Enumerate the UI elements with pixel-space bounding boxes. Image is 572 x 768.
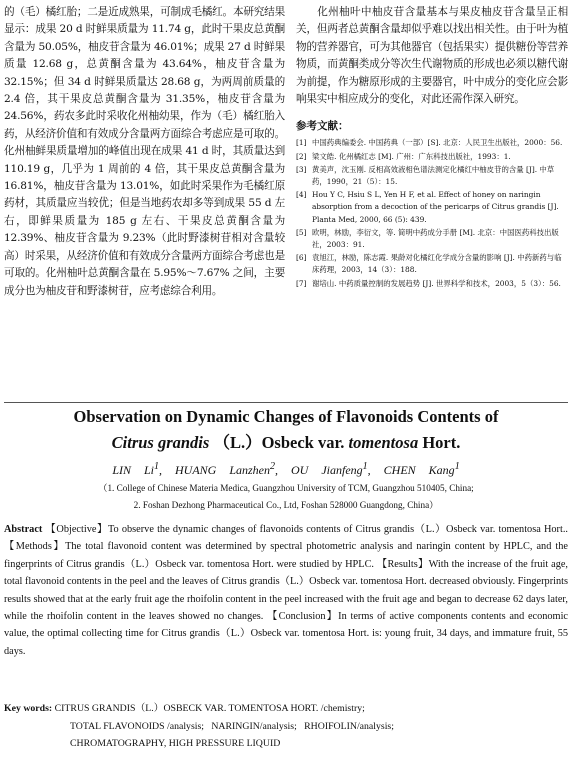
right-body-text: 化州柚叶中柚皮苷含量基本与果皮柚皮苷含量呈正相关，但两者总黄酮含量却似乎难以找出相关性。由于叶为植物的营养器官，可为其他器官（包括果实）提供糖份等营养物质，而黄酮类成分等次生代谢物质的形成也必须以糖代谢为前提，作为糖原形成的主要器官，叶中成分的变化应会影响果实中相应成分的变化，对此还需作深入研究。 [296, 6, 568, 106]
reference-item [296, 227, 568, 251]
affiliation-2: 2. Foshan Dezhong Pharmaceutical Co., Ltd, Foshan 528000 Guangdong, China） [133, 500, 439, 510]
keywords [4, 700, 568, 753]
references-heading: 参考文献： [296, 120, 349, 133]
title-line-2 [0, 430, 572, 456]
reference-text: 袁旭江，林励，陈志霞. 果龄对化橘红化学成分含量的影响 [J]. 中药新药与临床药理，2003，14（3）：188. [312, 253, 562, 275]
references-list [296, 137, 568, 289]
author: LIN Li$^1$, [112, 461, 162, 477]
left-body-text: 的（毛）橘红胎；二是近成熟果，可制成毛橘红。本研究结果显示：成果 20 d 时鲜果质量为 11.74 g，此时干果皮总黄酮含量为 50.05%，柚皮苷含量为 46.01%；成果 27 d 时鲜果质量 12.68 g，总黄酮含量为 43.64%，柚皮苷含量为 32.15%；但 34 d 时鲜果质量达 28.68 g，为两周前质量的 2.4 倍，其干果皮总黄酮含量为 31.35%，柚皮苷含量为 24.56%，药农多此时采收化州柚幼果，作为（毛）橘红胎入药，从经济价值和有效成分含量两方面综合考虑应是可取的。化州柚鲜果质量增加的峰值出现在成果 41 d 时，其质量达到 110.19 g，几乎为 1 周前的 4 倍，其干果皮总黄酮含量为 16.81%，柚皮苷含量为 13.01%，如此时采果作为毛橘红原药材，其质量应当较优；但是当地药农却多等到成果 55 d 左右，即鲜果质量为 185 g 左右、干果皮总黄酮含量为 12.39%、柚皮苷含量为 9.23%（此时野漆树苷相对含量较高）时采果，从经济价值和有效成分含量两方面综合考虑也是可取的。化州柚叶总黄酮含量在 5.95%～7.67% 之间，主要成分也为柚皮苷和野漆树苷，应考虑综合利用。 [4, 6, 285, 297]
reference-item [296, 164, 568, 188]
title-variety: tomentosa [348, 433, 419, 452]
reference-text: 中国药典编委会. 中国药典（一部）[S]. 北京：人民卫生出版社，2000：56. [312, 138, 563, 148]
author: OU Jianfeng$^1$, [291, 461, 371, 477]
reference-text: 欧明，林励，李衍文，等. 简明中药成分手册 [M]. 北京：中国医药科技出版社，2003：91. [312, 227, 559, 250]
reference-text: 梁文皓. 化州橘红志 [M]. 广州：广东科技出版社，1993：1. [312, 151, 511, 161]
keywords-line-2: TOTAL FLAVONOIDS /analysis; NARINGIN/analysis; RHOIFOLIN/analysis; [70, 720, 394, 732]
reference-number: [1] [296, 138, 307, 148]
abstract-label: Abstract [4, 524, 43, 535]
reference-number: [6] [296, 253, 307, 263]
english-title [0, 404, 572, 456]
reference-item [296, 137, 568, 149]
title-line-1: Observation on Dynamic Changes of Flavonoids Contents of [73, 407, 499, 426]
reference-item [296, 189, 568, 226]
reference-number: [2] [296, 151, 307, 161]
reference-number: [7] [296, 278, 307, 288]
reference-number: [5] [296, 227, 307, 237]
reference-item [296, 278, 568, 290]
abstract [4, 521, 568, 660]
author: HUANG Lanzhen$^2$, [175, 461, 279, 477]
keywords-line-3: CHROMATOGRAPHY, HIGH PRESSURE LIQUID [70, 738, 281, 749]
reference-item [296, 151, 568, 163]
reference-number: [3] [296, 164, 307, 174]
title-end: Hort. [422, 433, 461, 452]
reference-text: 谢培山. 中药质量控制的发展趋势 [J]. 世界科学和技术，2003，5（3）：56. [312, 278, 561, 288]
section-divider [4, 402, 568, 403]
right-body-column [296, 4, 568, 291]
author: CHEN Kang$^1$ [383, 461, 460, 477]
reference-text: 黄美声，沈玉刚. 反相高效液相色谱法测定化橘红中柚皮苷的含量 [J]. 中草药，1990，21（5）：15. [312, 164, 555, 187]
keywords-line-1: CITRUS GRANDIS（L.）OSBECK VAR. TOMENTOSA HORT. /chemistry; [54, 703, 365, 714]
title-rest: （L.）Osbeck var. [213, 433, 345, 452]
abstract-text: 【Objective】To observe the dynamic changes of flavonoids contents of Citrus grandis（L.）Osbeck var. tomentosa Hort.. 【Methods】The total flavonoid content was determined by spectral photometric analysis and naringin content by HPLC, and the fingerprints of Citrus grandis（L.）Osbeck var. tomentosa Hort. were studied by HPLC. 【Results】With the increase of the fruit age, total flavonoid contents in the peel and the leaves of Citrus grandis（L.）Osbeck var. tomentosa Hort. decreased obviously. Fingerprints results showed that at the early fruit age the rhoifolin content in the peel increased with the fruit age and began to decrease 62 days later, while the rhoifolin content in the leaves showed no changes. 【Conclusion】In terms of active components contents and economic value, the optimal collecting time for Citrus grandis（L.）Osbeck var. tomentosa Hort. is: young fruit, 34 days, and immature fruit, 55 days. [4, 524, 568, 657]
reference-text: Hou Y C, Hsiu S L, Yen H F, et al. Effect of honey on naringin absorption from a decoction of the pericarps of Citrus grandis [J]. Planta Med, 2000, 66 (5): 439. [312, 190, 559, 224]
reference-number: [4] [296, 190, 307, 200]
left-body-column [4, 4, 285, 300]
author-list [0, 461, 572, 478]
title-species: Citrus grandis [111, 433, 210, 452]
reference-item [296, 252, 568, 276]
keywords-label: Key words: [4, 703, 53, 714]
affiliation-1: （1. College of Chinese Materia Medica, Guangzhou University of TCM, Guangzhou 510405, China; [98, 483, 474, 493]
